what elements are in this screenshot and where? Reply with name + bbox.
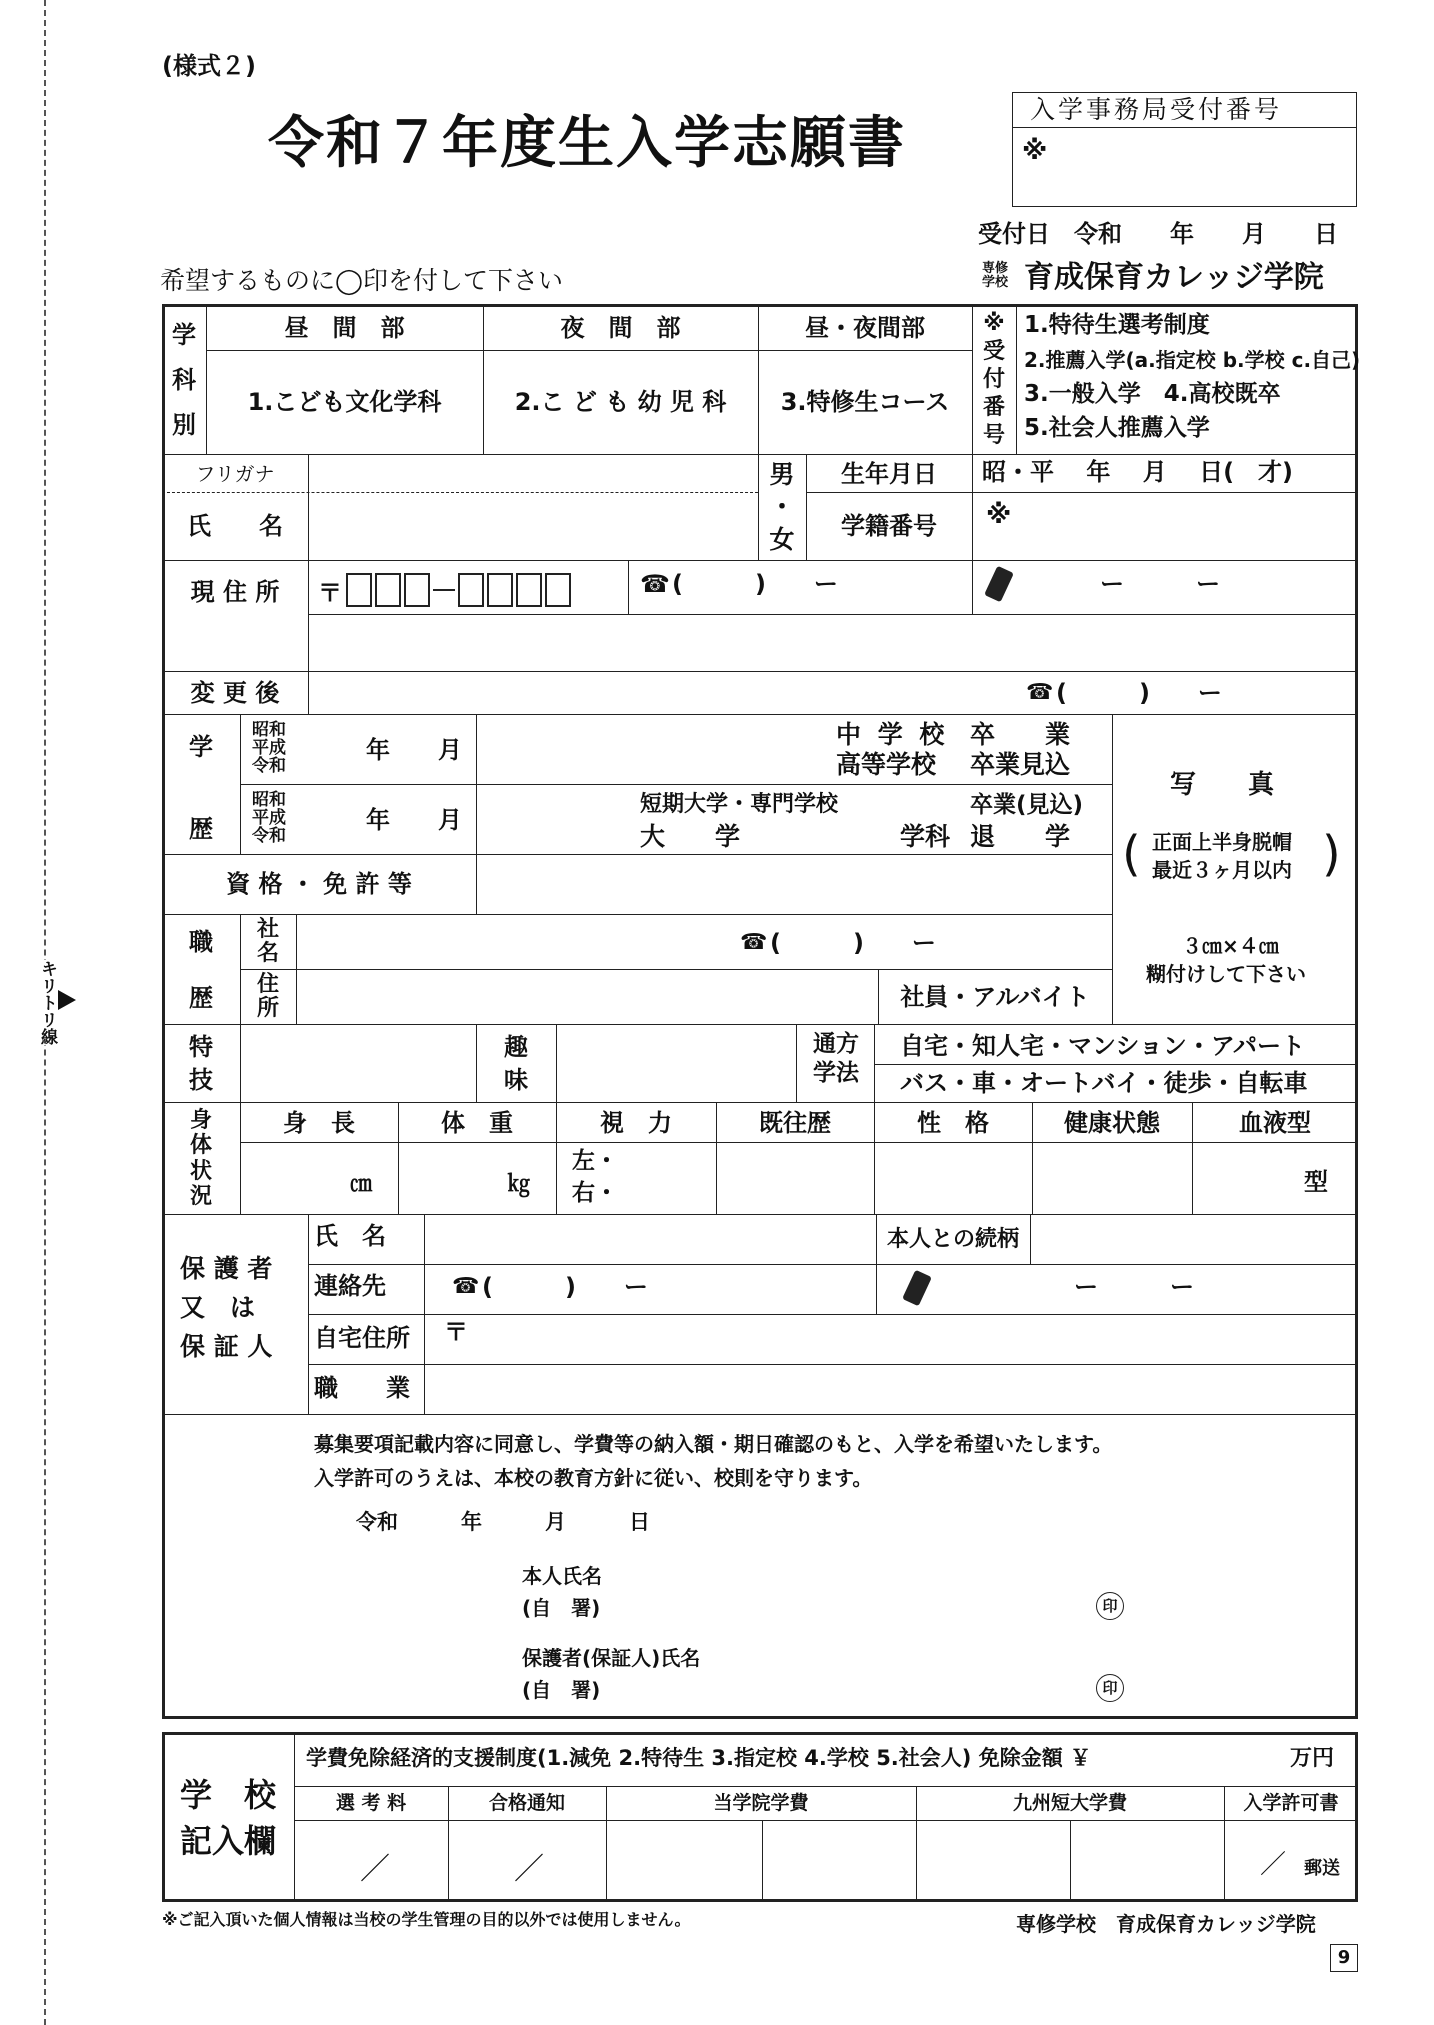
guardian-seal-icon: 印 bbox=[1096, 1674, 1124, 1702]
student-number-label: 学籍番号 bbox=[841, 512, 937, 540]
special-skills-label: 特 技 bbox=[189, 1032, 213, 1094]
self-signature-label: (自 署) bbox=[522, 1596, 601, 1620]
weight-header: 体 重 bbox=[441, 1109, 513, 1137]
hobby-label: 趣 味 bbox=[504, 1032, 528, 1094]
furigana-field[interactable] bbox=[310, 456, 756, 490]
relationship-label: 本人との続柄 bbox=[886, 1227, 1019, 1253]
column-day-evening: 昼・夜間部 bbox=[805, 314, 925, 342]
guardian-mobile-field[interactable]: ー ー bbox=[1074, 1273, 1194, 1301]
guardian-phone-field[interactable]: ( ) ー bbox=[482, 1273, 648, 1301]
self-seal-icon: 印 bbox=[1096, 1592, 1124, 1620]
education-label-1: 学 bbox=[189, 733, 213, 761]
medical-history-field[interactable] bbox=[720, 1146, 870, 1210]
license-label: 資 格 ・ 免 許 等 bbox=[226, 870, 412, 898]
admission-slash[interactable]: ／ bbox=[1260, 1850, 1287, 1880]
receipt-number-label: 入学事務局受付番号 bbox=[1030, 95, 1283, 124]
guardian-name-label: 氏 名 bbox=[314, 1222, 386, 1250]
guardian-postal-mark: 〒 bbox=[444, 1318, 468, 1346]
self-name-label: 本人氏名 bbox=[522, 1564, 602, 1588]
postal-code-field[interactable] bbox=[318, 570, 574, 610]
tuition-support[interactable]: 学費免除経済的支援制度(1.減免 2.特待生 3.指定校 4.学校 5.社会人) 免除金額 ￥ bbox=[306, 1746, 1092, 1770]
instruction-text: 希望するものに◯印を付して下さい bbox=[160, 266, 563, 295]
eyesight-right[interactable]: 右・ bbox=[572, 1180, 618, 1206]
cut-line-label: キリトリ線 bbox=[32, 960, 56, 1045]
phone-field[interactable]: ( ) ー bbox=[672, 570, 838, 598]
mailed-label: 郵送 bbox=[1304, 1858, 1340, 1879]
photo-size: ３㎝×４㎝ bbox=[1182, 934, 1279, 958]
guardian-name-field[interactable] bbox=[428, 1218, 872, 1260]
fee-header-selection: 選 考 料 bbox=[335, 1792, 407, 1815]
changed-phone-field[interactable]: ( ) ー bbox=[1056, 679, 1222, 707]
consent-date[interactable]: 令和 年 月 日 bbox=[356, 1510, 650, 1534]
selection-fee-slash[interactable]: ／ bbox=[360, 1852, 390, 1887]
job-phone-icon: ☎ bbox=[740, 930, 768, 955]
photo-note-2: 最近３ヶ月以内 bbox=[1152, 858, 1292, 882]
course-label: 学 科 別 bbox=[172, 320, 196, 440]
education-date-2[interactable]: 年 月 bbox=[366, 806, 462, 834]
fee-header-tuition: 当学院学費 bbox=[713, 1792, 809, 1815]
form-number: (様式２) bbox=[162, 52, 256, 80]
guardian-address-field[interactable] bbox=[470, 1318, 1354, 1360]
personality-header: 性 格 bbox=[917, 1109, 989, 1137]
relationship-field[interactable] bbox=[1034, 1218, 1354, 1260]
self-signature-field[interactable] bbox=[640, 1580, 1080, 1620]
consent-line-1: 募集要項記載内容に同意し、学費等の納入額・期日確認のもと、入学を希望いたします。 bbox=[314, 1432, 1113, 1456]
school-type-1a: 中 学 校 bbox=[836, 720, 949, 749]
photo-paste-note: 糊付けして下さい bbox=[1146, 962, 1306, 986]
graduation-status-1a[interactable]: 卒 業 bbox=[970, 720, 1071, 749]
fee-header-kyushu: 九州短大学費 bbox=[1012, 1792, 1127, 1815]
guardian-contact-label: 連絡先 bbox=[314, 1272, 386, 1300]
guardian-label: 保 護 者 又 は 保 証 人 bbox=[180, 1254, 273, 1361]
fee-header-notice: 合格通知 bbox=[488, 1792, 565, 1815]
company-address-field[interactable] bbox=[300, 973, 874, 1021]
guardian-address-label: 自宅住所 bbox=[314, 1324, 410, 1352]
education-label-2: 歴 bbox=[189, 815, 213, 843]
school-type-2b: 大 学 bbox=[640, 822, 741, 851]
personality-field[interactable] bbox=[878, 1146, 1028, 1210]
mobile-field[interactable]: ー ー bbox=[1100, 570, 1220, 598]
notice-slash[interactable]: ／ bbox=[514, 1852, 544, 1887]
eyesight-header: 視 力 bbox=[600, 1109, 672, 1137]
changed-address-label: 変 更 後 bbox=[190, 679, 280, 707]
blood-type-header: 血液型 bbox=[1239, 1109, 1311, 1137]
entry-type-label: ※ 受 付 番 号 bbox=[982, 311, 1005, 448]
school-type-1b: 高等学校 bbox=[836, 750, 937, 779]
graduation-status-2b[interactable]: 退 学 bbox=[970, 822, 1071, 851]
entry-type-3[interactable]: 3.一般入学 4.高校既卒 bbox=[1024, 381, 1281, 407]
entry-type-4[interactable]: 5.社会人推薦入学 bbox=[1024, 415, 1210, 441]
guardian-signature-field[interactable] bbox=[730, 1662, 1080, 1702]
cut-arrow-icon bbox=[58, 990, 76, 1010]
photo-paren-left: ( bbox=[1122, 826, 1141, 882]
department-label: 学科 bbox=[900, 822, 951, 851]
fee-header-admission: 入学許可書 bbox=[1243, 1792, 1339, 1815]
job-label-2: 歴 bbox=[189, 984, 213, 1012]
company-name-field[interactable] bbox=[300, 918, 730, 966]
receipt-date: 受付日 令和 年 月 日 bbox=[978, 220, 1338, 248]
employment-type[interactable]: 社員・アルバイト bbox=[900, 983, 1090, 1011]
height-header: 身 長 bbox=[283, 1109, 355, 1137]
photo-title: 写 真 bbox=[1170, 770, 1275, 800]
company-address-label: 住 所 bbox=[256, 972, 279, 1021]
guardian-occupation-label: 職 業 bbox=[314, 1374, 410, 1402]
course-option-2[interactable]: 2.こ ど も 幼 児 科 bbox=[514, 388, 727, 416]
company-name-label: 社 名 bbox=[256, 917, 279, 966]
special-skills-field[interactable] bbox=[244, 1028, 472, 1098]
commute-options-2[interactable]: バス・車・オートバイ・徒歩・自転車 bbox=[900, 1069, 1308, 1097]
birth-date-label: 生年月日 bbox=[841, 460, 937, 488]
medical-history-header: 既往歴 bbox=[759, 1109, 831, 1137]
height-unit: ㎝ bbox=[350, 1172, 373, 1197]
photo-paren-right: ) bbox=[1322, 826, 1341, 882]
job-label-1: 職 bbox=[189, 928, 213, 956]
entry-type-2[interactable]: 2.推薦入学(a.指定校 b.学校 c.自己) bbox=[1024, 348, 1361, 372]
blood-type-unit: 型 bbox=[1304, 1168, 1328, 1196]
receipt-number-mark: ※ bbox=[1022, 136, 1048, 166]
entry-type-1[interactable]: 1.特待生選考制度 bbox=[1024, 312, 1210, 338]
license-field[interactable] bbox=[480, 858, 1108, 910]
page-title: 令和７年度生入学志願書 bbox=[268, 111, 906, 176]
health-header: 健康状態 bbox=[1064, 1109, 1160, 1137]
photo-note-1: 正面上半身脱帽 bbox=[1152, 830, 1292, 854]
postal-mark: 〒 bbox=[318, 578, 342, 607]
school-use-label-2: 記入欄 bbox=[180, 1822, 277, 1860]
health-field[interactable] bbox=[1036, 1146, 1188, 1210]
school-type-2a: 短期大学・専門学校 bbox=[640, 792, 839, 817]
changed-phone-icon: ☎ bbox=[1026, 680, 1054, 705]
phone-icon: ☎ bbox=[640, 570, 670, 598]
era-options-2[interactable]: 昭和 平成 令和 bbox=[252, 790, 286, 846]
consent-line-2: 入学許可のうえは、本校の教育方針に従い、校則を守ります。 bbox=[314, 1466, 873, 1490]
commute-label: 通方 学法 bbox=[813, 1031, 859, 1086]
era-options-1[interactable]: 昭和 平成 令和 bbox=[252, 720, 286, 776]
birth-date-field[interactable]: 昭・平 年 月 日( 才) bbox=[982, 458, 1294, 486]
furigana-label: フリガナ bbox=[195, 461, 275, 486]
guardian-signature-label: (自 署) bbox=[522, 1678, 601, 1702]
name-field[interactable] bbox=[310, 494, 756, 558]
address-field[interactable] bbox=[310, 616, 1356, 670]
commute-options-1[interactable]: 自宅・知人宅・マンション・アパート bbox=[900, 1032, 1305, 1060]
privacy-note: ※ご記入頂いた個人情報は当校の学生管理の目的以外では使用しません。 bbox=[162, 1910, 691, 1929]
guardian-signature-name-label: 保護者(保証人)氏名 bbox=[522, 1646, 701, 1670]
graduation-status-1b[interactable]: 卒業見込 bbox=[970, 750, 1071, 779]
column-evening: 夜 間 部 bbox=[560, 314, 681, 342]
weight-unit: ㎏ bbox=[508, 1172, 531, 1197]
column-daytime: 昼 間 部 bbox=[284, 314, 405, 342]
body-condition-label: 身 体 状 況 bbox=[189, 1107, 212, 1210]
student-number-mark: ※ bbox=[986, 500, 1012, 530]
course-option-3[interactable]: 3.特修生コース bbox=[780, 388, 950, 416]
changed-address-field[interactable] bbox=[310, 673, 1010, 713]
name-label: 氏 名 bbox=[187, 512, 283, 540]
eyesight-left[interactable]: 左・ bbox=[572, 1148, 618, 1174]
job-phone-field[interactable]: ( ) ー bbox=[770, 929, 936, 957]
graduation-status-2a[interactable]: 卒業(見込) bbox=[970, 792, 1084, 818]
school-type-label: 専修 学校 bbox=[982, 261, 1009, 290]
gender-select[interactable]: 男 ・ 女 bbox=[769, 459, 795, 555]
school-name-field-1[interactable] bbox=[480, 718, 820, 780]
guardian-phone-icon: ☎ bbox=[452, 1274, 480, 1299]
course-option-1[interactable]: 1.こども文化学科 bbox=[247, 388, 442, 416]
address-label: 現 住 所 bbox=[190, 578, 280, 606]
education-date-1[interactable]: 年 月 bbox=[366, 736, 462, 764]
school-use-label-1: 学 校 bbox=[180, 1776, 277, 1814]
footer-school-name: 専修学校 育成保育カレッジ学院 bbox=[1016, 1912, 1316, 1936]
guardian-occupation-field[interactable] bbox=[428, 1368, 1354, 1410]
tuition-unit: 万円 bbox=[1290, 1746, 1335, 1771]
page-number: 9 bbox=[1330, 1944, 1358, 1972]
school-name: 育成保育カレッジ学院 bbox=[1024, 260, 1324, 295]
hobby-field[interactable] bbox=[560, 1028, 792, 1098]
